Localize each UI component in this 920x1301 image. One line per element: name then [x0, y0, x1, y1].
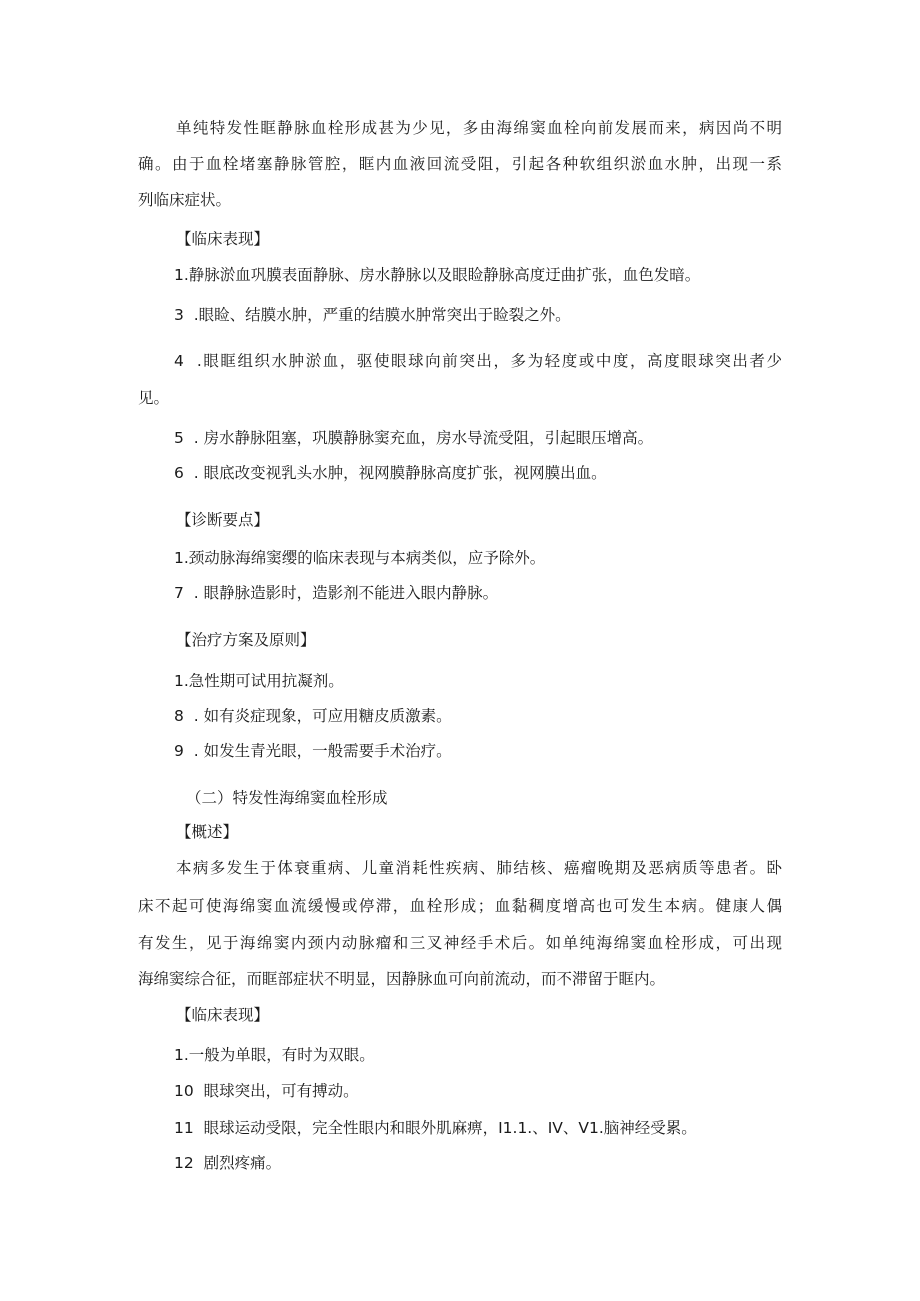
heading-clinical-manifestations: 【临床表现】 [176, 230, 270, 248]
diagnosis-item-1: 1.颈动脉海绵窦缨的临床表现与本病类似，应予除外。 [174, 549, 546, 567]
clinical-item-5: 5 . 房水静脉阻塞，巩膜静脉窦充血，房水导流受阻，引起眼压增高。 [174, 429, 654, 447]
heading-treatment: 【治疗方案及原则】 [176, 631, 316, 649]
clinical-item-4-line-2: 见。 [138, 389, 170, 407]
section-title: （二）特发性海绵窦血栓形成 [186, 789, 388, 807]
treatment-item-8: 8 . 如有炎症现象，可应用糖皮质激素。 [174, 707, 452, 725]
intro-paragraph-line-2: 确。由于血栓堵塞静脉管腔，眶内血液回流受阻，引起各种软组织淤血水肿，出现一系 [138, 155, 782, 173]
treatment-item-1: 1.急性期可试用抗凝剂。 [174, 672, 344, 690]
intro-paragraph-line-3: 列临床症状。 [138, 191, 232, 209]
clinical2-item-10: 10 眼球突出，可有搏动。 [174, 1082, 359, 1100]
overview-paragraph-line-2: 床不起可使海绵窦血流缓慢或停滞，血栓形成；血黏稠度增高也可发生本病。健康人偶 [138, 897, 782, 915]
clinical-item-1: 1.静脉淤血巩膜表面静脉、房水静脉以及眼睑静脉高度迂曲扩张，血色发暗。 [174, 266, 701, 284]
overview-paragraph-line-1: 本病多发生于体衰重病、儿童消耗性疾病、肺结核、癌瘤晚期及恶病质等患者。卧 [176, 859, 782, 877]
heading-overview: 【概述】 [176, 823, 239, 841]
heading-clinical-manifestations-2: 【临床表现】 [176, 1006, 270, 1024]
clinical-item-4-line-1: 4 .眼眶组织水肿淤血，驱使眼球向前突出，多为轻度或中度，高度眼球突出者少 [174, 352, 782, 370]
overview-paragraph-line-4: 海绵窦综合征，而眶部症状不明显，因静脉血可向前流动，而不滞留于眶内。 [138, 970, 666, 988]
overview-paragraph-line-3: 有发生，见于海绵窦内颈内动脉瘤和三叉神经手术后。如单纯海绵窦血栓形成，可出现 [138, 934, 782, 952]
intro-paragraph-line-1: 单纯特发性眶静脉血栓形成甚为少见，多由海绵窦血栓向前发展而来，病因尚不明 [176, 119, 782, 137]
heading-diagnosis: 【诊断要点】 [176, 511, 270, 529]
clinical2-item-1: 1.一般为单眼，有时为双眼。 [174, 1046, 375, 1064]
clinical2-item-11: 11 眼球运动受限，完全性眼内和眼外肌麻痹，I1.1.、IV、V1.脑神经受累。 [174, 1119, 697, 1137]
clinical2-item-12: 12 剧烈疼痛。 [174, 1154, 282, 1172]
treatment-item-9: 9 . 如发生青光眼，一般需要手术治疗。 [174, 742, 452, 760]
diagnosis-item-7: 7 . 眼静脉造影时，造影剂不能进入眼内静脉。 [174, 584, 499, 602]
clinical-item-6: 6 . 眼底改变视乳头水肿，视网膜静脉高度扩张，视网膜出血。 [174, 464, 607, 482]
clinical-item-3: 3 .眼睑、结膜水肿，严重的结膜水肿常突出于睑裂之外。 [174, 306, 571, 324]
